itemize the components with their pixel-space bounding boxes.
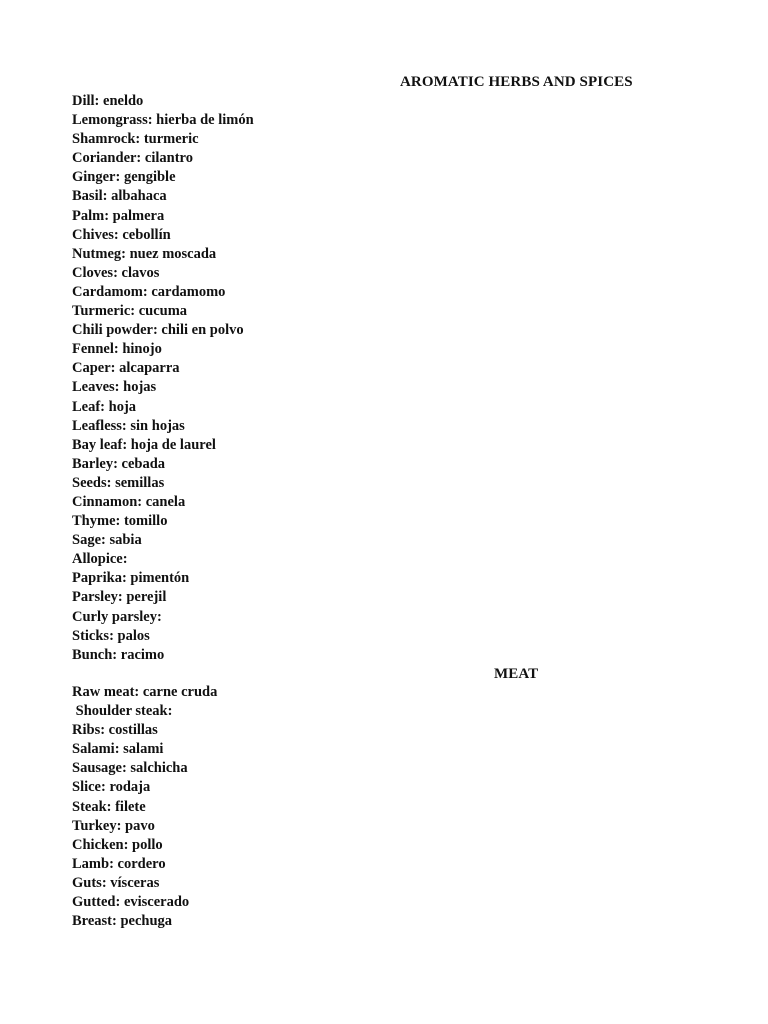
vocabulary-entry: Guts: vísceras: [72, 874, 160, 891]
vocabulary-entry: Lamb: cordero: [72, 855, 166, 872]
vocabulary-entry: Slice: rodaja: [72, 779, 151, 796]
vocabulary-entry: Raw meat: carne cruda: [72, 684, 218, 700]
meat-list: [72, 683, 217, 931]
vocabulary-entry: Thyme: tomillo: [72, 513, 168, 530]
vocabulary-entry: Leaves: hojas: [72, 379, 157, 396]
vocabulary-entry: Shoulder steak:: [72, 703, 173, 720]
section-heading-herbs-and-spices: AROMATIC HERBS AND SPICES: [400, 74, 633, 90]
vocabulary-entry: Palm: palmera: [72, 207, 165, 224]
vocabulary-entry: Curly parsley:: [72, 608, 162, 625]
vocabulary-entry: Turmeric: cucuma: [72, 303, 188, 320]
vocabulary-entry: Sage: sabia: [72, 532, 142, 549]
vocabulary-entry: Nutmeg: nuez moscada: [72, 245, 217, 262]
vocabulary-entry: Barley: cebada: [72, 455, 166, 472]
vocabulary-entry: Bunch: racimo: [72, 646, 165, 663]
vocabulary-entry: Cardamom: cardamomo: [72, 283, 226, 300]
vocabulary-entry: Chicken: pollo: [72, 836, 163, 853]
herbs-and-spices-list: [72, 92, 254, 665]
vocabulary-entry: Leafless: sin hojas: [72, 417, 185, 434]
vocabulary-entry: Lemongrass: hierba de limón: [72, 112, 254, 129]
vocabulary-entry: Bay leaf: hoja de laurel: [72, 436, 216, 453]
vocabulary-entry: Ribs: costillas: [72, 722, 158, 739]
vocabulary-entry: Allopice:: [72, 551, 128, 568]
vocabulary-entry: Parsley: perejil: [72, 589, 167, 606]
vocabulary-entry: Cinnamon: canela: [72, 493, 186, 510]
vocabulary-entry: Chili powder: chili en polvo: [72, 322, 244, 339]
vocabulary-entry: Shamrock: turmeric: [72, 131, 199, 148]
vocabulary-entry: Steak: filete: [72, 798, 146, 815]
vocabulary-entry: Dill: eneldo: [72, 93, 144, 109]
vocabulary-entry: Sausage: salchicha: [72, 760, 188, 777]
vocabulary-entry: Basil: albahaca: [72, 188, 167, 205]
vocabulary-entry: Breast: pechuga: [72, 913, 173, 930]
vocabulary-entry: Salami: salami: [72, 741, 164, 758]
vocabulary-entry: Turkey: pavo: [72, 817, 155, 834]
vocabulary-entry: Chives: cebollín: [72, 226, 171, 243]
vocabulary-entry: Gutted: eviscerado: [72, 894, 190, 911]
vocabulary-entry: Ginger: gengible: [72, 169, 176, 186]
section-heading-meat: MEAT: [494, 666, 539, 682]
vocabulary-entry: Fennel: hinojo: [72, 341, 162, 358]
vocabulary-entry: Seeds: semillas: [72, 474, 165, 491]
vocabulary-entry: Paprika: pimentón: [72, 570, 190, 587]
vocabulary-entry: Cloves: clavos: [72, 264, 160, 281]
vocabulary-entry: Leaf: hoja: [72, 398, 137, 415]
vocabulary-entry: Sticks: palos: [72, 627, 150, 644]
vocabulary-entry: Coriander: cilantro: [72, 150, 193, 167]
vocabulary-entry: Caper: alcaparra: [72, 360, 180, 377]
